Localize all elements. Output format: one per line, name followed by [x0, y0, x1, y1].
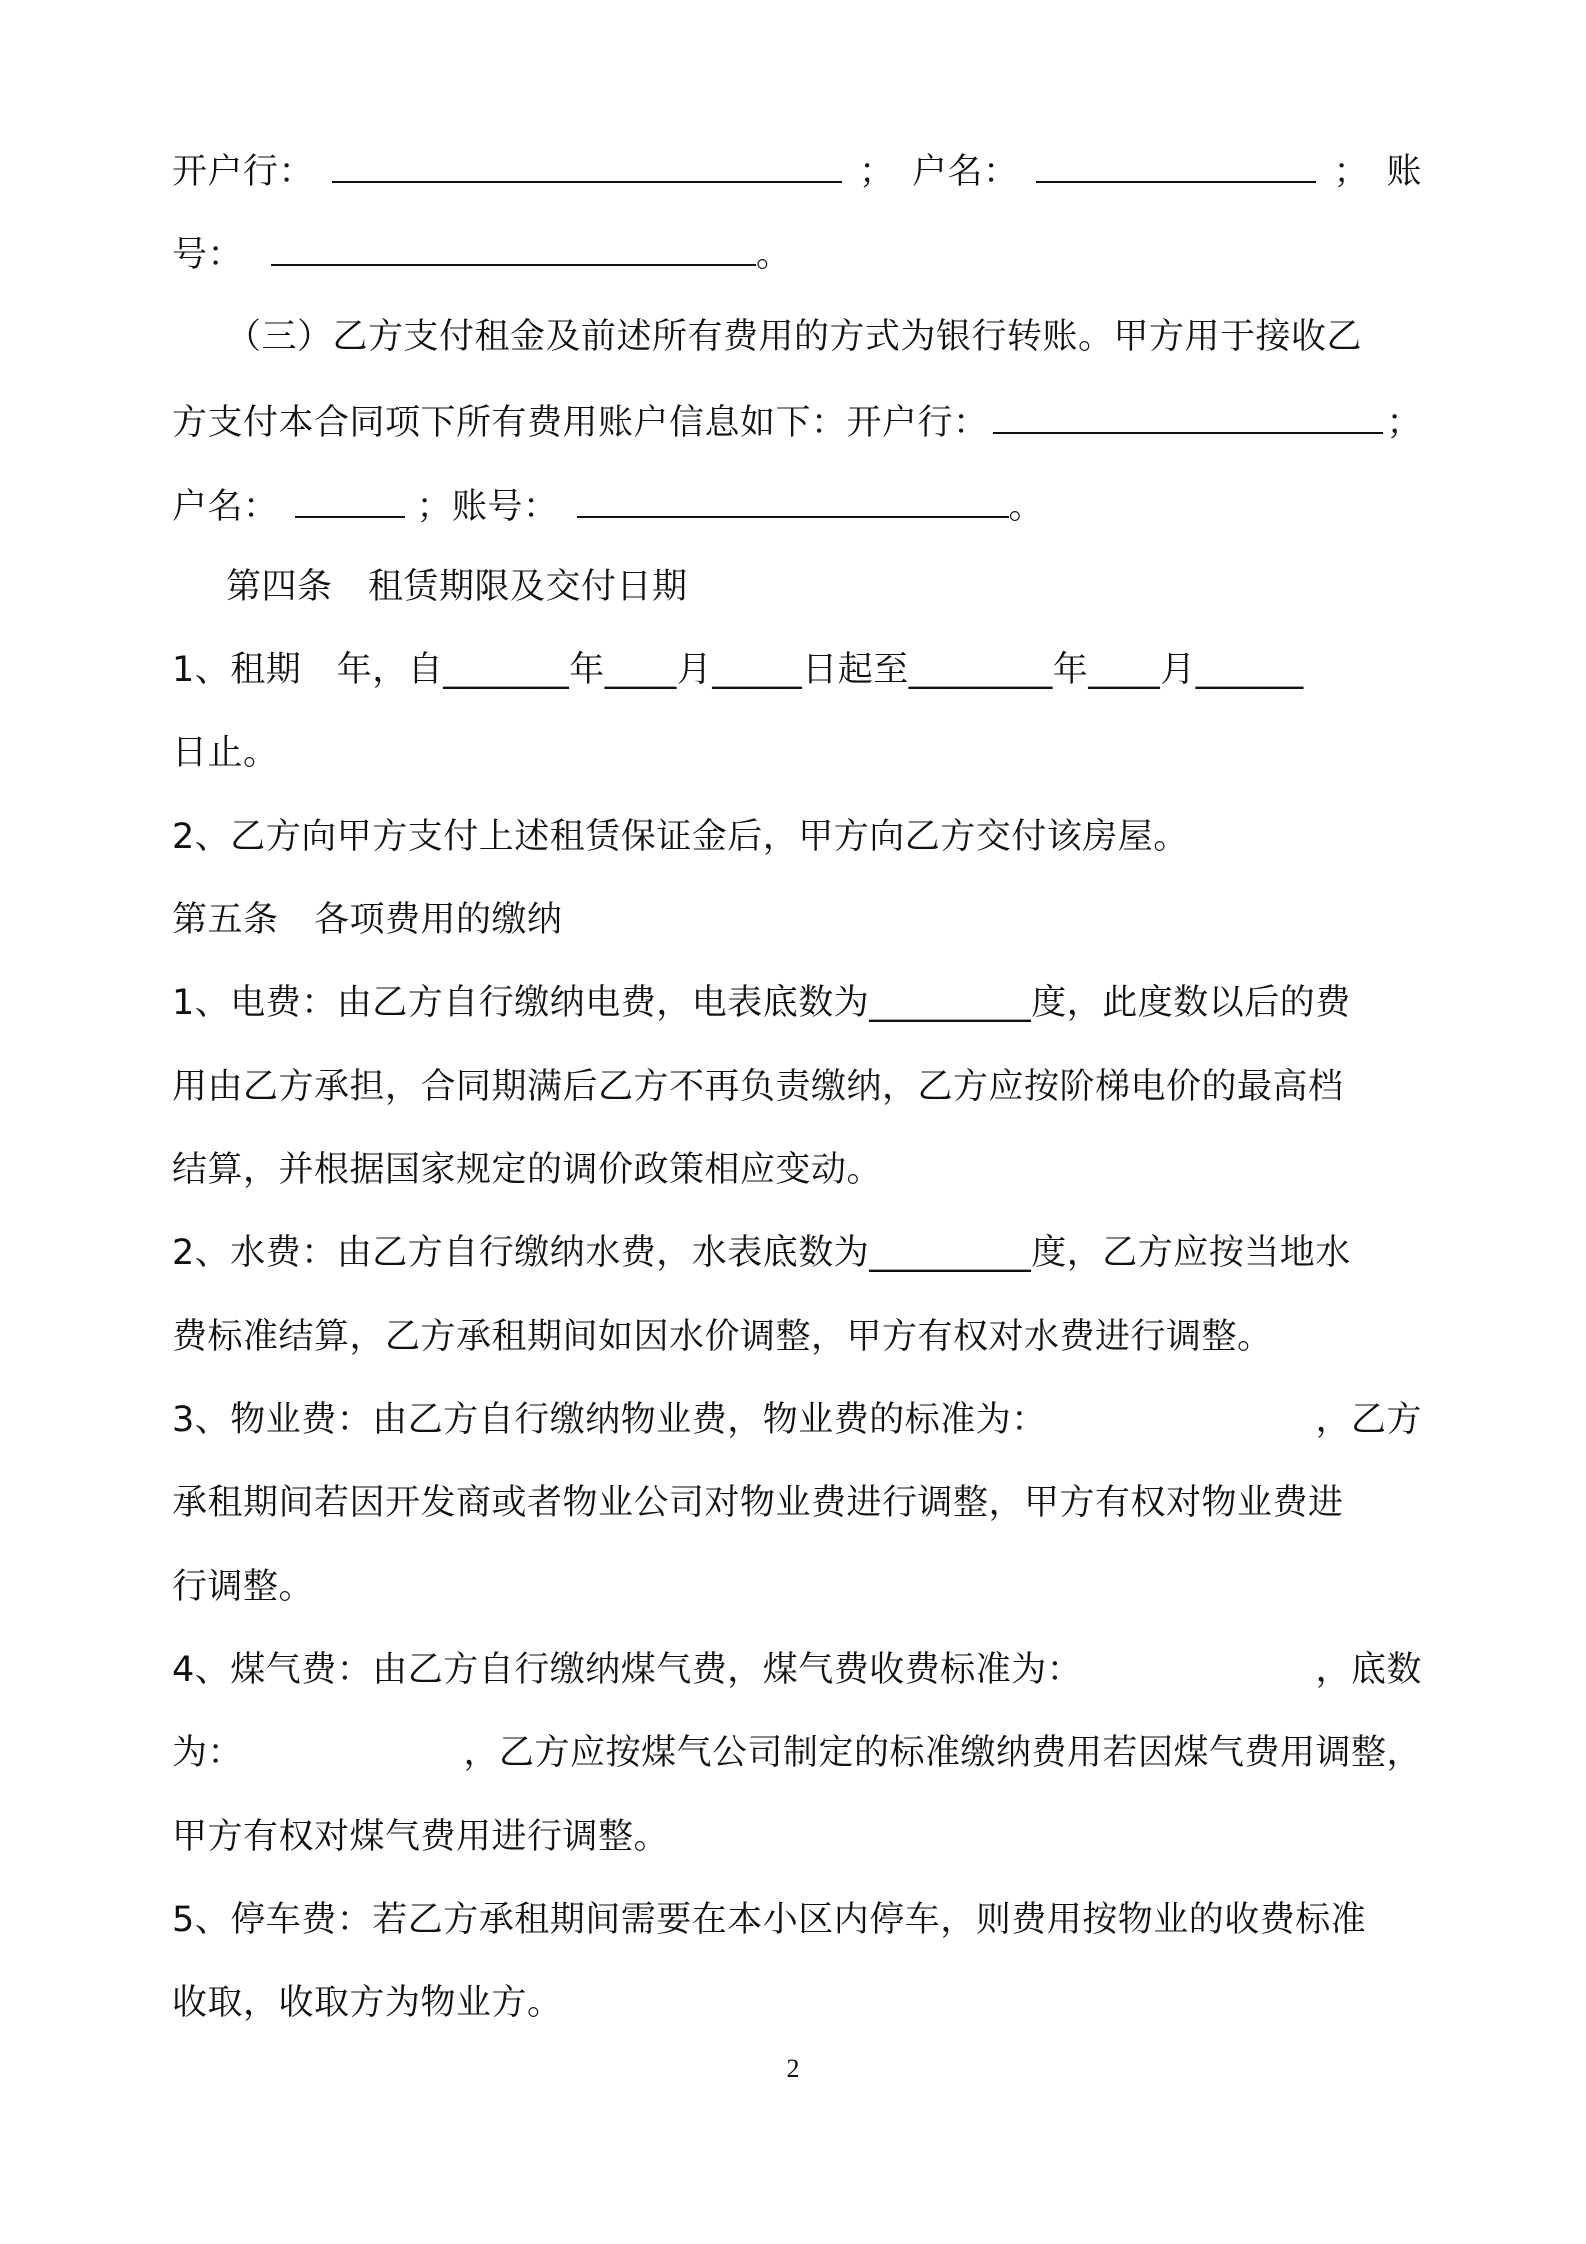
separator: ；: [858, 152, 895, 192]
line-end: 。: [756, 235, 792, 275]
parking-fee-line-1: 5、停车费：若乙方承租期间需要在本小区内停车，则费用按物业的收费标准: [172, 1900, 1367, 1940]
property-fee-end: ，乙方: [1315, 1400, 1422, 1440]
property-fee-text: 3、物业费：由乙方自行缴纳物业费，物业费的标准为：: [172, 1400, 1047, 1440]
open-bank-label: 开户行：: [172, 152, 315, 192]
property-fee-line-3: 行调整。: [172, 1567, 315, 1607]
electricity-line-3: 结算，并根据国家规定的调价政策相应变动。: [172, 1150, 883, 1190]
lease-term-line-1: 1、租期 年，自_______年____月_____日起至________年____月______: [172, 650, 1304, 690]
gas-fee-text: 4、煤气费：由乙方自行缴纳煤气费，煤气费收费标准为：: [172, 1650, 1083, 1690]
electricity-line-1: 1、电费：由乙方自行缴纳电费，电表底数为_________度，此度数以后的费: [172, 983, 1351, 1023]
gas-fee-end: ，底数: [1315, 1650, 1422, 1690]
line-end: 。: [1008, 487, 1045, 527]
page-number: 2: [786, 2054, 800, 2083]
payment-method-line-2: [172, 396, 1422, 446]
account-number-label: 账号：: [452, 487, 559, 527]
delivery-clause: 2、乙方向甲方支付上述租赁保证金后，甲方向乙方交付该房屋。: [172, 817, 1189, 857]
account-name-label: 户名：: [172, 487, 279, 527]
receiving-account-number-blank: [577, 480, 1009, 518]
lease-term-line-2: 日止。: [172, 733, 279, 773]
gas-fee-line-2: [172, 1728, 1422, 1778]
water-line-1: 2、水费：由乙方自行缴纳水费，水表底数为_________度，乙方应按当地水: [172, 1233, 1351, 1273]
gas-fee-line-3: 甲方有权对煤气费用进行调整。: [172, 1817, 670, 1857]
receiving-bank-blank: [993, 396, 1383, 434]
account-name-label: 户名：: [911, 152, 1019, 192]
account-number-blank: [271, 228, 756, 266]
payment-method-line-1: （三）乙方支付租金及前述所有费用的方式为银行转账。甲方用于接收乙: [226, 317, 1363, 357]
property-fee-line-2: 承租期间若因开发商或者物业公司对物业费进行调整，甲方有权对物业费进: [172, 1483, 1344, 1523]
payment-method-line-3: [172, 480, 1422, 530]
account-number-label-part2: 号：: [172, 235, 244, 275]
separator: ；: [1333, 152, 1369, 192]
electricity-line-2: 用由乙方承担，合同期满后乙方不再负责缴纳，乙方应按阶梯电价的最高档: [172, 1067, 1344, 1107]
account-number-label-part1: 账: [1386, 152, 1422, 192]
open-bank-blank: [332, 145, 842, 183]
bank-info-line: [172, 145, 1422, 195]
receiving-account-name-blank: [295, 480, 405, 518]
separator: ；: [416, 487, 453, 527]
line-end: ；: [1386, 403, 1422, 443]
gas-fee-clause: ，乙方应按煤气公司制定的标准缴纳费用若因煤气费用调整，: [463, 1733, 1422, 1773]
water-line-2: 费标准结算，乙方承租期间如因水价调整，甲方有权对水费进行调整。: [172, 1317, 1273, 1357]
article-5-heading: 第五条 各项费用的缴纳: [172, 900, 563, 940]
gas-reading-label: 为：: [172, 1733, 244, 1773]
article-4-heading: 第四条 租赁期限及交付日期: [226, 567, 688, 607]
account-name-blank: [1036, 145, 1316, 183]
property-fee-line-1: [172, 1395, 1422, 1445]
parking-fee-line-2: 收取，收取方为物业方。: [172, 1983, 563, 2023]
account-number-line: [172, 228, 1422, 278]
gas-fee-line-1: [172, 1645, 1422, 1695]
payment-method-text: 方支付本合同项下所有费用账户信息如下：开户行：: [172, 403, 989, 443]
